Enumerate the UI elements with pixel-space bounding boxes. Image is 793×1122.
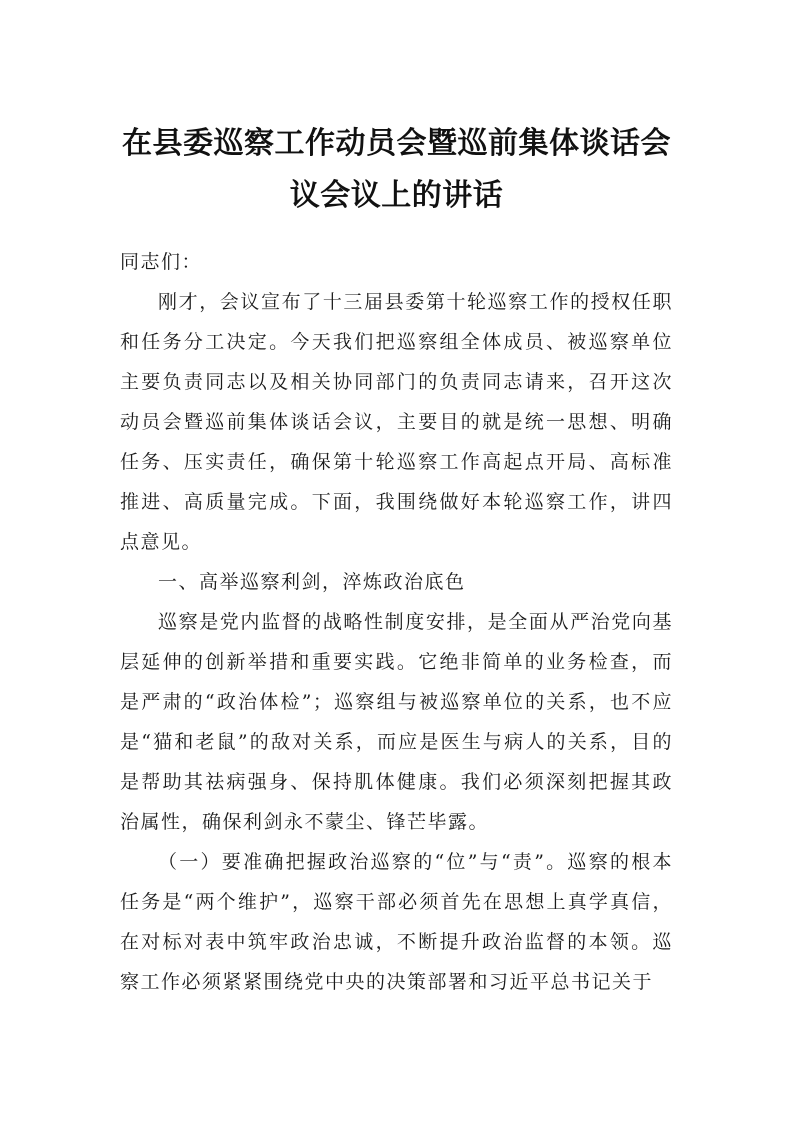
title-line-2: 议会议上的讲话 (289, 178, 504, 213)
document-body (120, 242, 673, 1002)
paragraph-section-1: 巡察是党内监督的战略性制度安排，是全面从严治党向基层延伸的创新举措和重要实践。它绝非简单的业务检查，而是严肃的“政治体检”；巡察组与被巡察单位的关系，也不应是“猫和老鼠”的敌对关系，而应是医生与病人的关系，目的是帮助其祛病强身、保持肌体健康。我们必须深刻把握其政治属性，确保利剑永不蒙尘、锋芒毕露。 (120, 611, 673, 833)
salutation: 同志们： (120, 251, 203, 273)
paragraph-subsection-1: （一）要准确把握政治巡察的“位”与“责”。巡察的根本任务是“两个维护”，巡察干部必须首先在思想上真学真信，在对标对表中筑牢政治忠诚，不断提升政治监督的本领。巡察工作必须紧紧围绕党中央的决策部署和习近平总书记关于 (120, 851, 673, 993)
section-heading-1: 一、高举巡察利剑，淬炼政治底色 (158, 571, 466, 593)
title-line-1: 在县委巡察工作动员会暨巡前集体谈话会 (122, 126, 671, 161)
paragraph-opening: 刚才，会议宣布了十三届县委第十轮巡察工作的授权任职和任务分工决定。今天我们把巡察组全体成员、被巡察单位主要负责同志以及相关协同部门的负责同志请来，召开这次动员会暨巡前集体谈话会议，主要目的就是统一思想、明确任务、压实责任，确保第十轮巡察工作高起点开局、高标准推进、高质量完成。下面，我围绕做好本轮巡察工作，讲四点意见。 (120, 291, 673, 553)
document-title (120, 118, 673, 222)
